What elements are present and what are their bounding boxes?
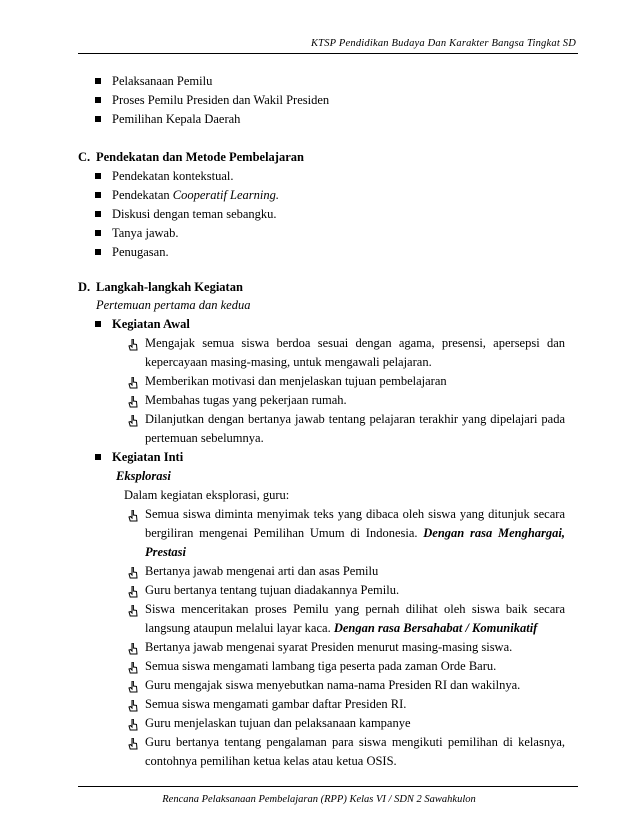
pointing-hand-icon [128,567,138,579]
section-d-letter: D. [78,280,91,294]
list-item [112,186,279,205]
square-bullet-icon [95,211,101,217]
inti-item: Guru bertanya tentang tujuan diadakannya Pemilu. [145,583,400,597]
awal-item: Dilanjutkan dengan bertanya jawab tentang pelajaran terakhir yang dipelajari pada pertemuan sebelumnya. [145,412,565,445]
square-bullet-icon [95,249,101,255]
inti-item: Semua siswa mengamati lambang tiga peserta pada zaman Orde Baru. [145,659,497,673]
list-item: Pendekatan kontekstual. [112,169,234,183]
pointing-hand-icon [128,605,138,617]
pointing-hand-icon [128,643,138,655]
square-bullet-icon [95,116,101,122]
list-item: Diskusi dengan teman sebangku. [112,207,277,221]
pointing-hand-icon [128,738,138,750]
inti-item: Guru menjelaskan tujuan dan pelaksanaan kampanye [145,716,411,730]
inti-item: Guru bertanya tentang pengalaman para siswa mengikuti pemilihan di kelasnya, contohnya pemilihan ketua kelas atau ketua OSIS. [145,735,565,768]
footer-rule [78,786,578,787]
awal-item: Memberikan motivasi dan menjelaskan tujuan pembelajaran [145,374,447,388]
section-d-subtitle: Pertemuan pertama dan kedua [96,298,251,312]
inti-item: Bertanya jawab mengenai arti dan asas Pemilu [145,564,379,578]
list-item: Penugasan. [112,245,169,259]
pointing-hand-icon [128,586,138,598]
square-bullet-icon [95,97,101,103]
kegiatan-inti-title: Kegiatan Inti [112,450,184,464]
page-footer: Rencana Pelaksanaan Pembelajaran (RPP) Kelas VI / SDN 2 Sawahkulon [162,794,476,805]
pointing-hand-icon [128,681,138,693]
section-c-title: Pendekatan dan Metode Pembelajaran [96,150,304,164]
pointing-hand-icon [128,719,138,731]
square-bullet-icon [95,321,101,327]
list-item-text: Pendekatan [112,188,173,202]
pointing-hand-icon [128,510,138,522]
pointing-hand-icon [128,377,138,389]
list-item: Pemilihan Kepala Daerah [112,112,241,126]
inti-item-emphasis: Dengan rasa Bersahabat / Komunikatif [333,621,538,635]
section-d-title: Langkah-langkah Kegiatan [96,280,243,294]
inti-item-text: Semua siswa diminta menyimak teks yang dibaca oleh siswa yang ditunjuk secara bergiliran mengenai Pemilihan Umum di Indonesia. [145,507,565,540]
inti-item: Guru mengajak siswa menyebutkan nama-nama Presiden RI dan wakilnya. [145,678,521,692]
pointing-hand-icon [128,396,138,408]
pointing-hand-icon [128,700,138,712]
header-rule [78,53,578,54]
pointing-hand-icon [128,415,138,427]
inti-item [145,505,565,562]
list-item: Pelaksanaan Pemilu [112,74,213,88]
kegiatan-awal-title: Kegiatan Awal [112,317,190,331]
square-bullet-icon [95,230,101,236]
list-item-italic: Cooperatif Learning. [172,188,280,202]
pointing-hand-icon [128,339,138,351]
page-header: KTSP Pendidikan Budaya Dan Karakter Bangsa Tingkat SD [310,38,576,49]
inti-item: Bertanya jawab mengenai syarat Presiden menurut masing-masing siswa. [145,640,513,654]
inti-item [145,600,565,638]
list-item: Proses Pemilu Presiden dan Wakil Presiden [112,93,330,107]
awal-item: Mengajak semua siswa berdoa sesuai dengan agama, presensi, apersepsi dan kepercayaan masing-masing, untuk mengawali pelajaran. [145,336,565,369]
inti-item: Semua siswa mengamati gambar daftar Presiden RI. [145,697,407,711]
inti-item-emphasis: Dengan rasa Menghargai, Prestasi [145,526,565,559]
square-bullet-icon [95,78,101,84]
square-bullet-icon [95,454,101,460]
pointing-hand-icon [128,662,138,674]
inti-item-text: Siswa menceritakan proses Pemilu yang pernah dilihat oleh siswa baik secara langsung ataupun melalui layar kaca. [145,602,565,635]
awal-item: Membahas tugas yang pekerjaan rumah. [145,393,347,407]
section-c-letter: C. [78,150,91,164]
square-bullet-icon [95,192,101,198]
square-bullet-icon [95,173,101,179]
list-item: Tanya jawab. [112,226,179,240]
eksplorasi-title: Eksplorasi [116,469,171,483]
eksplorasi-intro: Dalam kegiatan eksplorasi, guru: [124,488,290,502]
